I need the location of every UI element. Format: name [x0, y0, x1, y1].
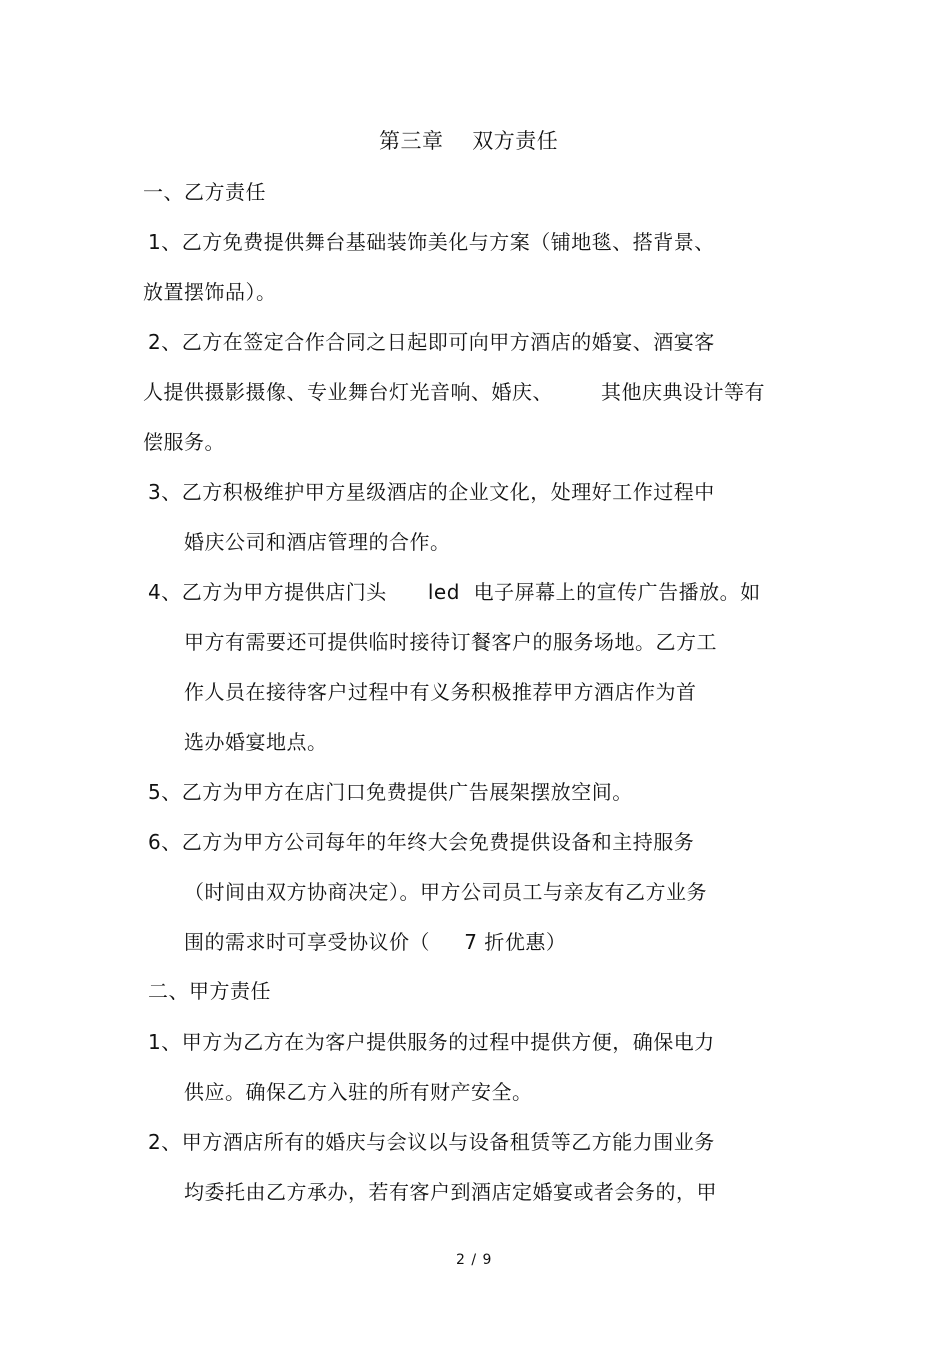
paragraph-line: 2、乙方在签定合作合同之日起即可向甲方酒店的婚宴、酒宴客	[148, 330, 715, 354]
paragraph-line: 人提供摄影摄像、专业舞台灯光音响、婚庆、 其他庆典设计等有	[143, 380, 766, 404]
paragraph-line: 3、乙方积极维护甲方星级酒店的企业文化，处理好工作过程中	[148, 480, 715, 504]
paragraph-line: 4、乙方为甲方提供店门头 led 电子屏幕上的宣传广告播放。如	[148, 580, 761, 604]
paragraph-line: 作人员在接待客户过程中有义务积极推荐甲方酒店作为首	[184, 680, 697, 704]
paragraph-line: 甲方有需要还可提供临时接待订餐客户的服务场地。乙方工	[184, 630, 717, 654]
paragraph-line: 选办婚宴地点。	[184, 730, 328, 754]
paragraph-line: 5、乙方为甲方在店门口免费提供广告展架摆放空间。	[148, 780, 633, 804]
paragraph-line: 放置摆饰品）。	[143, 280, 277, 304]
paragraph-line: （时间由双方协商决定）。甲方公司员工与亲友有乙方业务	[184, 880, 707, 904]
section-heading-party-a: 二、甲方责任	[148, 979, 271, 1003]
paragraph-line: 围的需求时可享受协议价（ 7 折优惠）	[184, 930, 567, 954]
paragraph-line: 1、甲方为乙方在为客户提供服务的过程中提供方便，确保电力	[148, 1030, 715, 1054]
chapter-title: 第三章 双方责任	[379, 129, 559, 153]
paragraph-line: 婚庆公司和酒店管理的合作。	[184, 530, 451, 554]
page-number: 2 / 9	[456, 1252, 493, 1268]
paragraph-line: 2、甲方酒店所有的婚庆与会议以与设备租赁等乙方能力围业务	[148, 1130, 715, 1154]
paragraph-line: 1、乙方免费提供舞台基础装饰美化与方案（铺地毯、搭背景、	[148, 230, 715, 254]
paragraph-line: 6、乙方为甲方公司每年的年终大会免费提供设备和主持服务	[148, 830, 695, 854]
paragraph-line: 偿服务。	[143, 430, 225, 454]
paragraph-line: 均委托由乙方承办，若有客户到酒店定婚宴或者会务的，甲	[184, 1180, 717, 1204]
paragraph-line: 供应。确保乙方入驻的所有财产安全。	[184, 1080, 533, 1104]
section-heading-party-b: 一、乙方责任	[143, 180, 266, 204]
